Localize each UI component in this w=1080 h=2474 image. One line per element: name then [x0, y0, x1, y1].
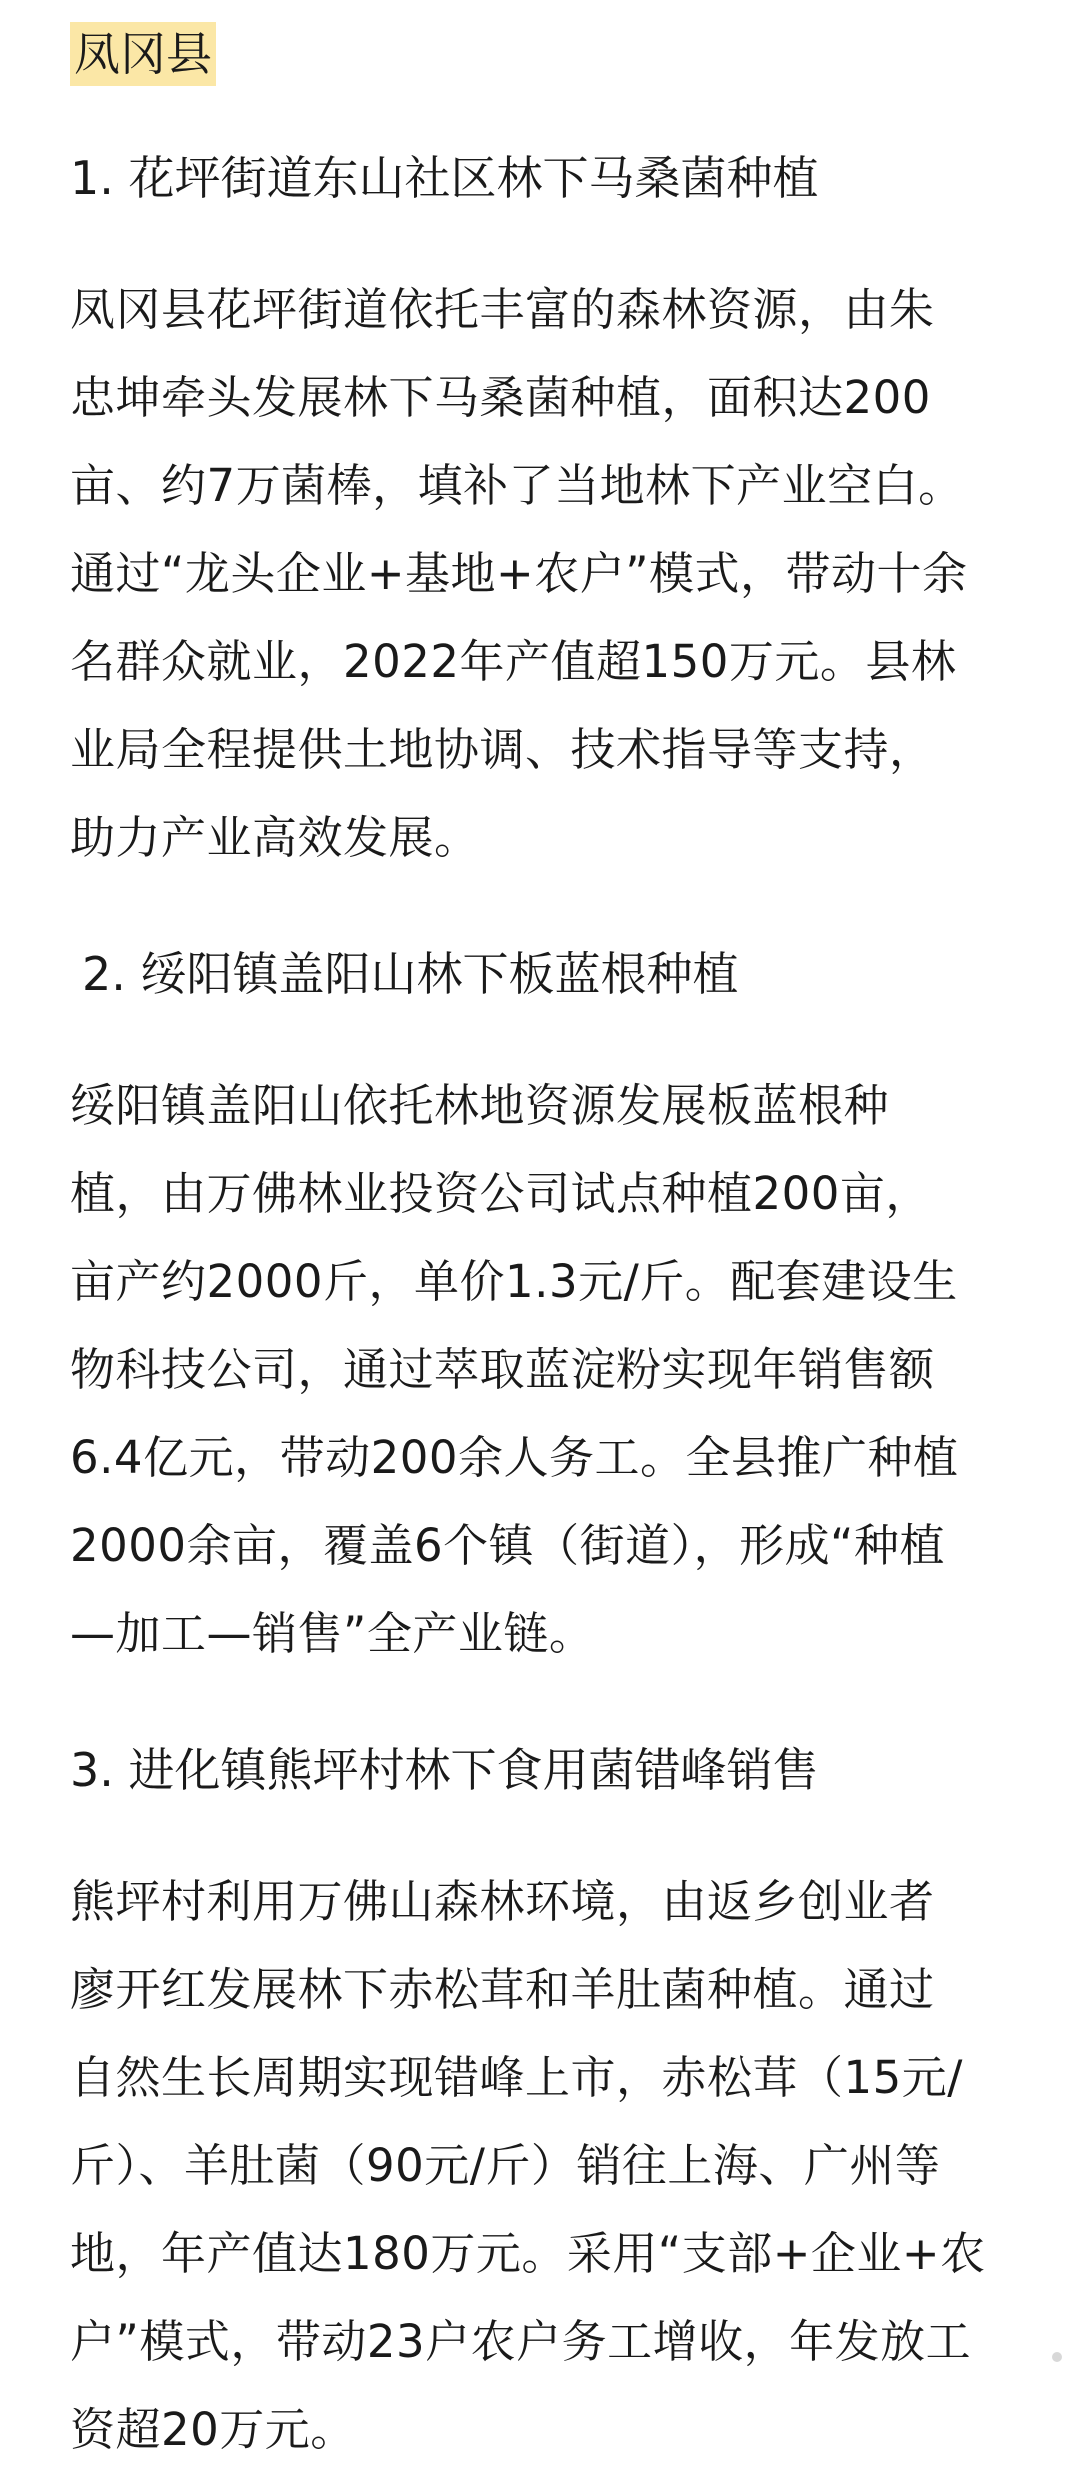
paragraph-line: 廖开红发展林下赤松茸和羊肚菌种植。通过 — [70, 1963, 935, 2016]
paragraph-line: 名群众就业，2022年产值超150万元。县林 — [70, 635, 957, 688]
paragraph-line: 物科技公司，通过萃取蓝淀粉实现年销售额 — [70, 1343, 935, 1396]
paragraph-line: 业局全程提供土地协调、技术指导等支持， — [70, 723, 935, 776]
paragraph-line: 绥阳镇盖阳山依托林地资源发展板蓝根种 — [70, 1079, 890, 1132]
section-heading-3: 3. 进化镇熊坪村林下食用菌错峰销售 — [70, 1743, 819, 1797]
paragraph-line: —加工—销售”全产业链。 — [70, 1607, 595, 1660]
paragraph-line: 忠坤牵头发展林下马桑菌种植，面积达200 — [70, 371, 931, 424]
paragraph-line: 凤冈县花坪街道依托丰富的森林资源，由朱 — [70, 283, 935, 336]
section-heading-1: 1. 花坪街道东山社区林下马桑菌种植 — [70, 151, 819, 205]
paragraph-line: 熊坪村利用万佛山森林环境，由返乡创业者 — [70, 1875, 935, 1928]
article — [70, 22, 1010, 2474]
section-paragraph-1 — [70, 266, 1010, 882]
paragraph-line: 地，年产值达180万元。采用“支部+企业+农 — [70, 2227, 986, 2280]
paragraph-line: 亩产约2000斤，单价1.3元/斤。配套建设生 — [70, 1255, 958, 1308]
paragraph-line: 亩、约7万菌棒，填补了当地林下产业空白。 — [70, 459, 964, 512]
section-heading-2: 2. 绥阳镇盖阳山林下板蓝根种植 — [82, 947, 739, 1001]
county-title: 凤冈县 — [70, 22, 216, 86]
paragraph-line: 通过“龙头企业+基地+农户”模式，带动十余 — [70, 547, 968, 600]
paragraph-line: 助力产业高效发展。 — [70, 811, 480, 864]
paragraph-line: 资超20万元。 — [70, 2403, 356, 2456]
paragraph-line: 自然生长周期实现错峰上市，赤松茸（15元/ — [70, 2051, 963, 2104]
paragraph-line: 斤）、羊肚菌（90元/斤）销往上海、广州等 — [70, 2139, 941, 2192]
section-paragraph-3 — [70, 1858, 1010, 2474]
paragraph-line: 6.4亿元，带动200余人务工。全县推广种植 — [70, 1431, 959, 1484]
scroll-indicator[interactable] — [1052, 2352, 1062, 2362]
paragraph-line: 户”模式，带动23户农户务工增收，年发放工 — [70, 2315, 972, 2368]
paragraph-line: 植，由万佛林业投资公司试点种植200亩， — [70, 1167, 931, 1220]
paragraph-line: 2000余亩，覆盖6个镇（街道），形成“种植 — [70, 1519, 945, 1572]
section-paragraph-2 — [70, 1062, 1010, 1678]
